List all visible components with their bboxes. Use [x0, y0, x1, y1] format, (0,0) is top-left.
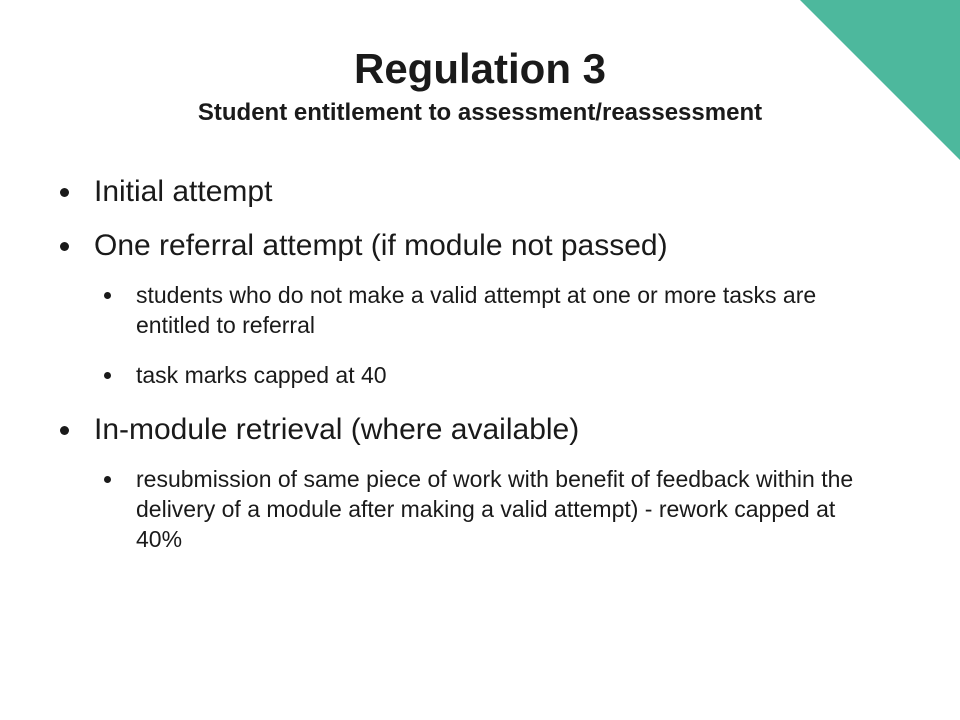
bullet-list — [58, 172, 878, 574]
sub-bullet-item: task marks capped at 40 — [58, 360, 878, 390]
bullet-item: Initial attempt — [58, 172, 878, 212]
bullet-item: In-module retrieval (where available) — [58, 410, 878, 450]
slide-subtitle: Student entitlement to assessment/reassessment — [197, 99, 763, 126]
title-block — [0, 42, 960, 130]
sub-bullet-item: students who do not make a valid attempt at one or more tasks are entitled to referral — [58, 280, 878, 340]
sub-bullet-item: resubmission of same piece of work with benefit of feedback within the delivery of a module after making a valid attempt) - rework capped at 40% — [58, 464, 878, 554]
slide-title: Regulation 3 — [353, 45, 607, 92]
bullet-item: One referral attempt (if module not passed) — [58, 226, 878, 266]
